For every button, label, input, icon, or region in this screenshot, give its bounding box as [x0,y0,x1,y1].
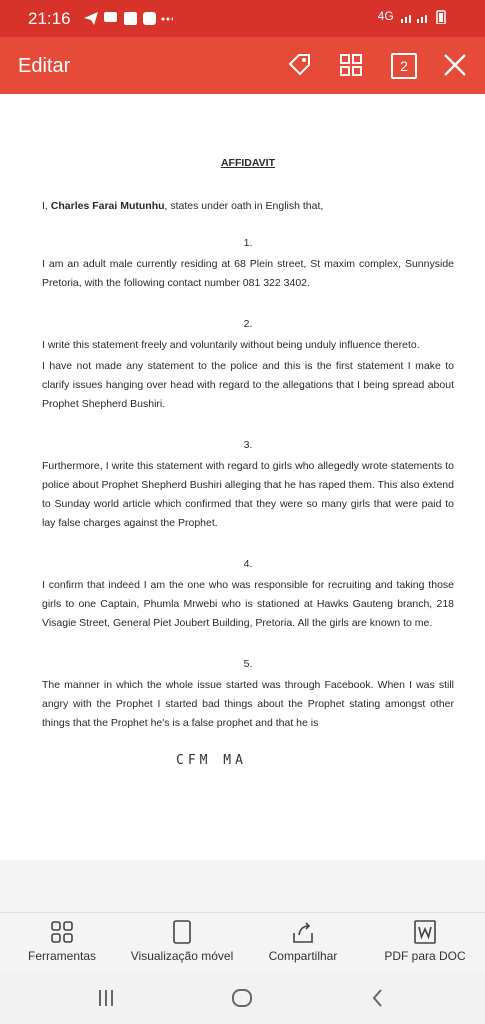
word-doc-icon [412,919,438,945]
section-text: I am an adult male currently residing at 68 Plein street, St maxim complex, Sunnyside Pretoria, with the following contact number 081 322 3402. [42,258,454,289]
document-title: AFFIDAVIT [220,157,276,169]
section-number: 1. [243,237,253,249]
notification-icons [83,9,173,30]
status-bar [0,0,485,37]
section-number: 4. [243,558,253,570]
tools-button[interactable] [22,919,102,963]
intro-prefix: I, [42,200,51,212]
system-nav-bar [0,972,485,1024]
close-icon[interactable] [440,50,470,80]
app-toolbar [0,37,485,94]
page-gap [0,860,485,912]
status-time: 21:16 [28,9,71,28]
tools-icon [49,919,75,945]
affidavit-document [42,154,454,770]
section-text: I write this statement freely and voluntarily without being unduly influence thereto. [42,339,420,351]
document-page[interactable] [0,94,485,860]
intro-rest: , states under oath in English that, [164,200,324,212]
section-text: I have not made any statement to the police and this is the first statement I make to clarify issues hanging over head with regard to the allegations that I being spread about Prophet Shepherd Bushiri. [42,360,454,410]
back-icon[interactable] [366,986,390,1010]
grid-view-icon[interactable] [336,50,366,80]
share-icon [290,919,316,945]
mobile-view-label: Visualização móvel [130,949,234,963]
section-number: 5. [243,658,253,670]
facebook-icon [124,12,137,25]
toolbar-title[interactable]: Editar [18,55,71,77]
mobile-view-button[interactable] [122,919,242,963]
signal-battery [378,9,457,24]
home-icon[interactable] [230,986,254,1010]
mobile-view-icon [169,919,195,945]
share-label: Compartilhar [268,949,338,963]
tag-icon[interactable] [284,50,314,80]
pdf-to-doc-label: PDF para DOC [384,949,466,963]
network-label: 4G [377,9,394,23]
recent-apps-icon[interactable] [94,986,118,1010]
handwritten-initials: CFM MA [176,753,247,768]
pdf-to-doc-button[interactable] [380,919,470,963]
page-count-button[interactable] [388,50,418,80]
section-text: I confirm that indeed I am the one who was responsible for recruiting and taking those girls to one Captain, Phumla Mrwebi who is stationed at Hawks Gauteng branch, 218 Visagie Street, General Piet Joubert Building, Pretoria. All the girls are known to me. [42,579,454,629]
intro-name: Charles Farai Mutunhu [50,200,165,212]
section-number: 2. [243,318,253,330]
app-icon [143,12,156,25]
message-icon [104,12,117,22]
signal-icon [397,10,457,24]
section-text: The manner in which the whole issue started was through Facebook. When I was still angry with the Prophet I started bad things about the Prophet stating amongst other things that the Prophet he's is a false prophet and that he is [42,679,454,729]
bottom-toolbar [0,912,485,973]
share-button[interactable] [262,919,344,963]
section-text: Furthermore, I write this statement with regard to girls who allegedly wrote statements to police about Prophet Shepherd Bushiri alleging that he has raped them. This also extend to Sunday world article which confirmed that they were so many girls that were paid to lay false charges against the Prophet. [42,460,454,529]
notification-icons-group [83,9,173,27]
telegram-icon [84,12,98,25]
tools-label: Ferramentas [27,949,97,963]
intro-line [42,197,454,216]
page-count: 2 [391,53,417,79]
section-number: 3. [243,439,253,451]
